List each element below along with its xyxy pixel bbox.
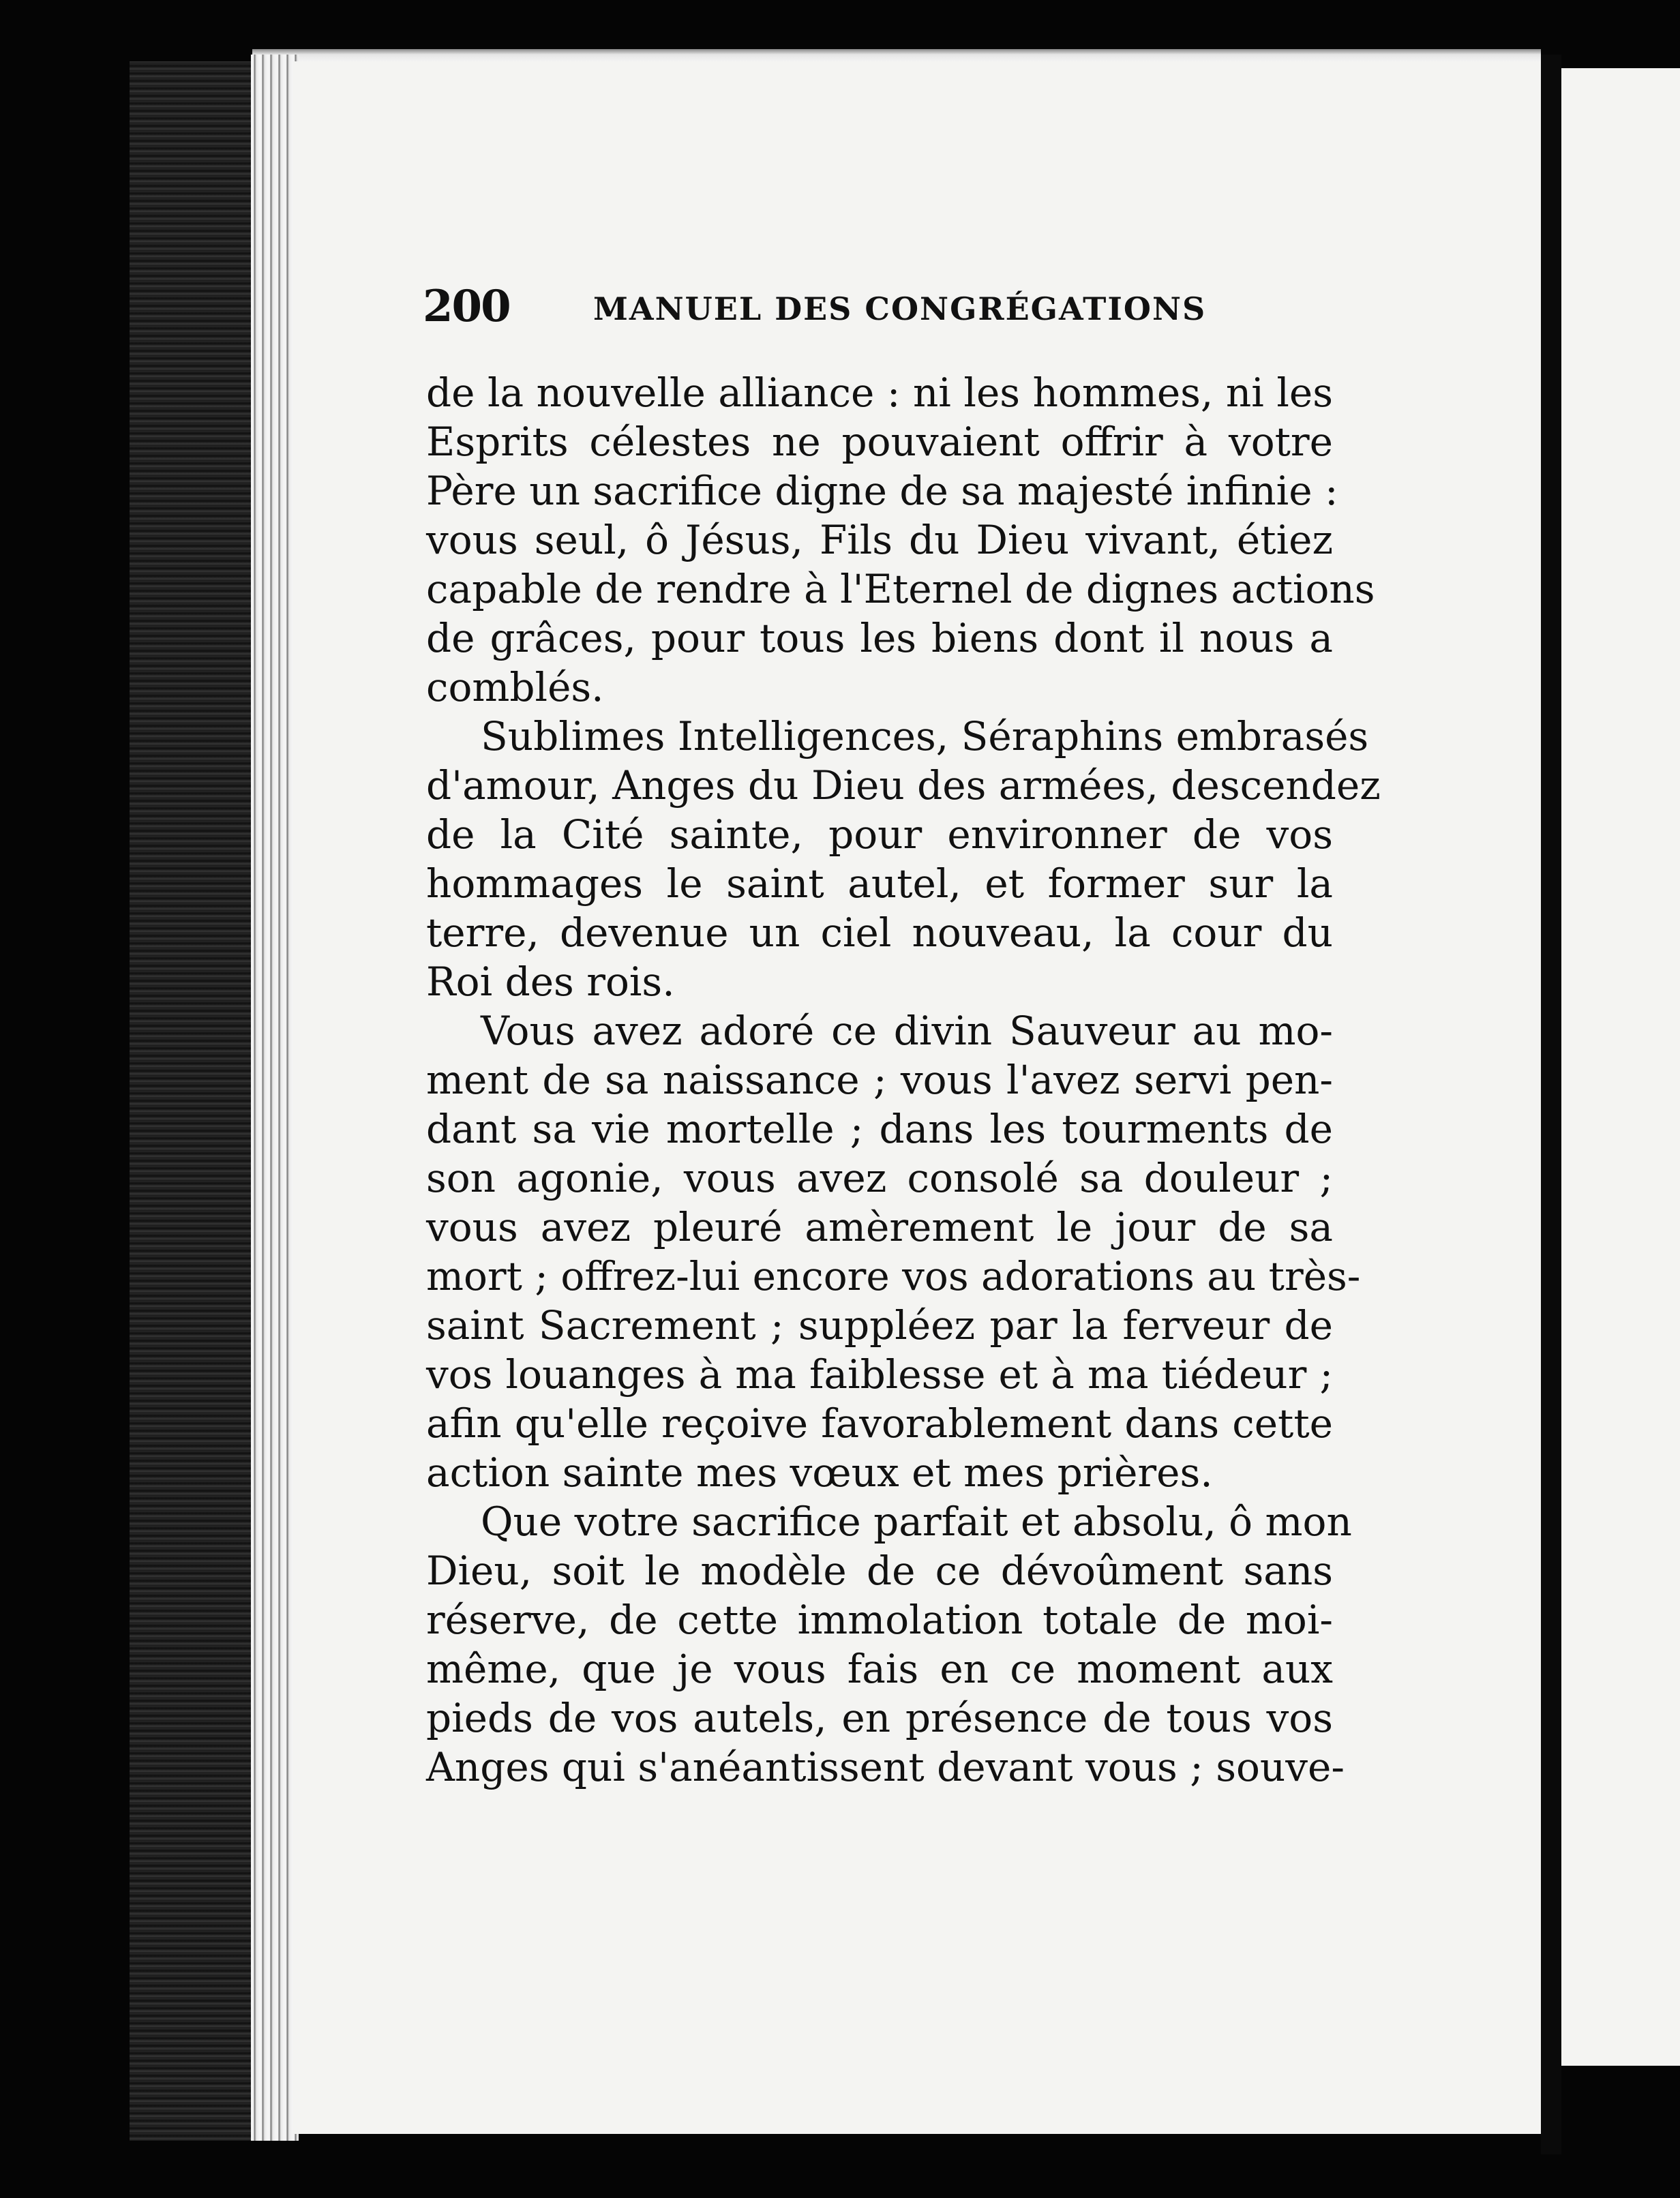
running-title: MANUEL DES CONGRÉGATIONS [593, 290, 1207, 327]
text-line: Que votre sacrifice parfait et absolu, ô mon [481, 1499, 1352, 1545]
page-top-edge [252, 49, 1541, 63]
text-line: ment de sa naissance ; vous l'avez servi pen- [426, 1057, 1333, 1103]
text-line: d'amour, Anges du Dieu des armées, descendez [426, 762, 1381, 809]
book-spine [130, 61, 266, 2141]
text-line: même, que je vous fais en ce moment aux [426, 1646, 1333, 1692]
page-edges [251, 55, 299, 2141]
page-header [423, 281, 1330, 335]
text-line: Esprits célestes ne pouvaient offrir à votre [426, 419, 1333, 465]
text-line: terre, devenue un ciel nouveau, la cour du [426, 909, 1333, 956]
text-line: son agonie, vous avez consolé sa douleur ; [426, 1155, 1333, 1201]
text-line: Sublimes Intelligences, Séraphins embrasés [481, 713, 1369, 759]
gutter-shadow [1541, 55, 1561, 2154]
text-line: afin qu'elle reçoive favorablement dans cette [426, 1400, 1333, 1447]
text-line: vos louanges à ma faiblesse et à ma tiédeur ; [426, 1351, 1333, 1398]
text-line: vous avez pleuré amèrement le jour de sa [426, 1204, 1333, 1250]
text-line: dant sa vie mortelle ; dans les tourments de [426, 1106, 1333, 1152]
text-line: saint Sacrement ; suppléez par la ferveur de [426, 1302, 1333, 1349]
text-line: vous seul, ô Jésus, Fils du Dieu vivant, étiez [426, 517, 1333, 563]
text-line: de la nouvelle alliance : ni les hommes, ni les [426, 370, 1333, 416]
text-line: action sainte mes vœux et mes prières. [426, 1449, 1213, 1496]
text-line: de grâces, pour tous les biens dont il nous a [426, 615, 1333, 661]
text-line: capable de rendre à l'Eternel de dignes actions [426, 566, 1375, 612]
body-text [426, 368, 1381, 1792]
text-line: Anges qui s'anéantissent devant vous ; souve- [426, 1744, 1345, 1790]
facing-page-strip [1561, 68, 1680, 2066]
text-line: Père un sacrifice digne de sa majesté infinie : [426, 468, 1338, 514]
text-line: comblés. [426, 664, 604, 710]
page-number: 200 [423, 281, 510, 332]
text-line: mort ; offrez-lui encore vos adorations au très- [426, 1253, 1361, 1299]
text-line: pieds de vos autels, en présence de tous vos [426, 1695, 1333, 1741]
text-line: Roi des rois. [426, 959, 675, 1005]
text-line: Dieu, soit le modèle de ce dévoûment sans [426, 1548, 1333, 1594]
text-line: de la Cité sainte, pour environner de vos [426, 811, 1333, 858]
text-line: hommages le saint autel, et former sur la [426, 860, 1333, 907]
text-line: réserve, de cette immolation totale de moi- [426, 1597, 1333, 1643]
text-line: Vous avez adoré ce divin Sauveur au mo- [481, 1008, 1333, 1054]
